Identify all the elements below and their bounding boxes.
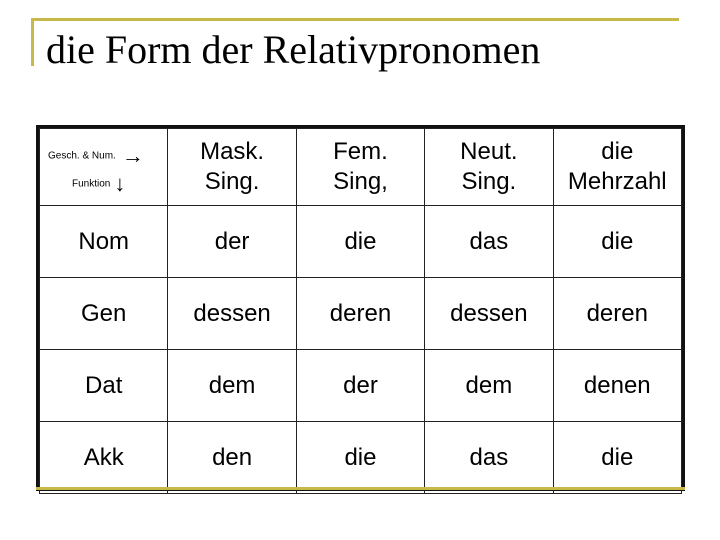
table-header-row — [40, 129, 682, 206]
row-label: Nom — [40, 206, 168, 278]
column-header-line: Sing. — [204, 168, 260, 195]
arrow-down-icon: ↓ — [114, 171, 126, 196]
table-cell: die — [553, 422, 681, 494]
gender-number-label — [48, 143, 144, 169]
column-header-line: Neut. — [460, 138, 518, 165]
function-label — [72, 171, 125, 197]
row-label: Gen — [40, 278, 168, 350]
pronoun-table-container — [36, 125, 685, 491]
table-cell: dessen — [168, 278, 296, 350]
frame-left-line — [31, 18, 34, 66]
table-cell: der — [168, 206, 296, 278]
table-cell: die — [553, 206, 681, 278]
column-header-line: Fem. — [333, 138, 388, 165]
row-label: Akk — [40, 422, 168, 494]
gender-number-text: Gesch. & Num. — [48, 150, 116, 162]
table-cell: den — [168, 422, 296, 494]
page-title: die Form der Relativpronomen — [46, 27, 541, 72]
table-cell: dem — [168, 350, 296, 422]
table-cell: die — [296, 422, 424, 494]
arrow-right-icon: → — [121, 143, 144, 168]
column-header-plural — [553, 129, 681, 206]
function-text: Funktion — [72, 178, 111, 190]
table-cell: deren — [553, 278, 681, 350]
table-bottom-accent-line — [36, 487, 685, 490]
column-header-feminine — [296, 129, 424, 206]
table-cell: denen — [553, 350, 681, 422]
column-header-line: die — [601, 138, 634, 165]
column-header-masculine — [168, 129, 296, 206]
table-cell: die — [296, 206, 424, 278]
column-header-line: Mask. — [200, 138, 265, 165]
column-header-line: Sing, — [333, 168, 388, 195]
table-row-accusative — [40, 422, 682, 494]
table-cell: der — [296, 350, 424, 422]
table-row-nominative — [40, 206, 682, 278]
column-header-line: Mehrzahl — [567, 168, 667, 195]
table-cell: dessen — [425, 278, 553, 350]
table-row-genitive — [40, 278, 682, 350]
table-cell: deren — [296, 278, 424, 350]
table-cell: das — [425, 206, 553, 278]
row-label: Dat — [40, 350, 168, 422]
column-header-line: Sing. — [461, 168, 517, 195]
table-row-dative — [40, 350, 682, 422]
table-cell: dem — [425, 350, 553, 422]
relative-pronoun-table — [39, 128, 682, 494]
column-header-neuter — [425, 129, 553, 206]
frame-top-line — [31, 18, 679, 21]
table-cell: das — [425, 422, 553, 494]
corner-cell — [40, 129, 168, 206]
